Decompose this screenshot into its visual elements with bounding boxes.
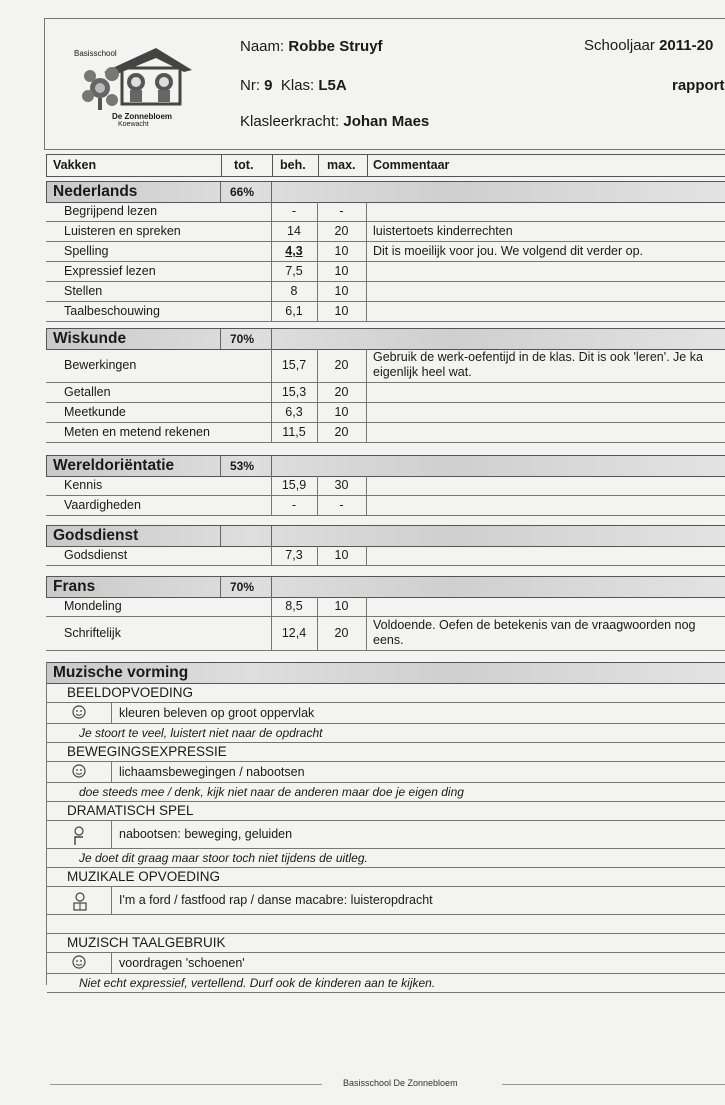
max-score: 10 [334, 244, 349, 258]
comment-text: luistertoets kinderrechten [373, 224, 513, 238]
table-row [46, 202, 725, 222]
muzisch-comment-row [47, 724, 725, 743]
muzisch-heading: BEELDOPVOEDING [67, 685, 194, 700]
comment-text: Gebruik de werk-oefentijd in de klas. Dit is ook 'leren'. Je ka [373, 350, 703, 364]
muzisch-comment: Je doet dit graag maar stoor toch niet tijdens de uitleg. [79, 851, 368, 865]
muzisch-heading-row [47, 934, 725, 953]
comment-text-line2: eigenlijk heel wat. [373, 365, 472, 379]
section-percentage: 70% [230, 332, 255, 346]
muzisch-comment-row [47, 974, 725, 993]
comment-text-line2: eens. [373, 633, 404, 647]
nr-klas-line [240, 77, 347, 94]
muzisch-heading-row [47, 743, 725, 762]
schooljaar-label: Schooljaar [584, 37, 655, 54]
muzisch-heading: MUZIKALE OPVOEDING [67, 869, 221, 884]
subject-label: Getallen [64, 385, 111, 399]
table-row [46, 476, 725, 496]
subject-label: Begrijpend lezen [64, 204, 158, 218]
beh-score: 12,4 [281, 626, 307, 640]
beh-score: 15,7 [281, 358, 307, 372]
muzisch-heading-row [47, 802, 725, 821]
beh-score: - [291, 204, 297, 218]
table-row [46, 546, 725, 566]
table-row [46, 302, 725, 322]
logo-top-label: Basisschool [74, 49, 117, 58]
figure-icon [71, 826, 87, 851]
section-percentage: 53% [230, 459, 255, 473]
comment-text: Dit is moeilijk voor jou. We volgend dit verder op. [373, 244, 644, 258]
subject-label: Schriftelijk [64, 626, 121, 640]
beh-score: 15,3 [281, 385, 307, 399]
subject-label: Meten en metend rekenen [64, 425, 210, 439]
section-percentage: 66% [230, 185, 255, 199]
school-logo [70, 42, 200, 134]
footer-text: Basisschool De Zonnebloem [343, 1078, 458, 1088]
muzisch-heading: BEWEGINGSEXPRESSIE [67, 744, 227, 759]
subject-label: Kennis [64, 478, 103, 492]
max-score: - [339, 204, 344, 218]
table-row [46, 403, 725, 423]
muzisch-heading-row [47, 868, 725, 887]
beh-score: 15,9 [281, 478, 307, 492]
subject-label: Meetkunde [64, 405, 126, 419]
klas-value: L5A [318, 77, 347, 94]
section-header-wereld [46, 455, 725, 477]
muzisch-comment: Niet echt expressief, vertellend. Durf ook de kinderen aan te kijken. [79, 976, 436, 990]
section-header-frans [46, 576, 725, 598]
table-row [46, 242, 725, 262]
max-score: 20 [334, 385, 349, 399]
table-row [46, 597, 725, 617]
rapport-label: rapport [672, 77, 725, 94]
beh-score: 14 [287, 224, 301, 238]
subject-label: Godsdienst [64, 548, 128, 562]
logo-house-icon [76, 44, 196, 110]
smiley-icon [71, 954, 87, 975]
max-score: 10 [334, 284, 349, 298]
muzisch-item-row [47, 953, 725, 974]
muzisch-item: nabootsen: beweging, geluiden [119, 827, 293, 841]
subject-label: Luisteren en spreken [64, 224, 181, 238]
muzisch-comment: doe steeds mee / denk, kijk niet naar de anderen maar doe je eigen ding [79, 785, 464, 799]
max-score: 20 [334, 224, 349, 238]
comment-text: Voldoende. Oefen de betekenis van de vraagwoorden nog [373, 618, 696, 632]
muzisch-section [46, 662, 725, 990]
subject-label: Taalbeschouwing [64, 304, 160, 318]
leerkracht-label: Klasleerkracht: [240, 113, 340, 130]
col-max: max. [327, 158, 356, 172]
schooljaar-value: 2011-20 [659, 37, 714, 54]
beh-score: 7,3 [285, 548, 303, 562]
section-title: Godsdienst [53, 527, 139, 544]
logo-name-line1: De Zonnebloem [112, 112, 173, 121]
muzisch-header [47, 662, 725, 684]
beh-score: 8 [290, 284, 298, 298]
footer-line-left [50, 1084, 322, 1085]
col-tot: tot. [234, 158, 254, 172]
muzisch-heading-row [47, 684, 725, 703]
naam-value: Robbe Struyf [288, 38, 383, 55]
max-score: 20 [334, 425, 349, 439]
max-score: 10 [334, 548, 349, 562]
beh-score: 4,3 [285, 244, 303, 258]
section-title: Wiskunde [53, 330, 127, 347]
logo-name-line2: Koewacht [118, 121, 149, 128]
subject-label: Stellen [64, 284, 103, 298]
subject-label: Vaardigheden [64, 498, 141, 512]
max-score: 30 [334, 478, 349, 492]
subject-label: Mondeling [64, 599, 122, 613]
beh-score: 7,5 [285, 264, 303, 278]
max-score: 10 [334, 304, 349, 318]
muzisch-item-row [47, 703, 725, 724]
subject-label: Spelling [64, 244, 109, 258]
table-row [46, 349, 725, 383]
nr-value: 9 [264, 77, 273, 94]
nr-label: Nr: [240, 77, 260, 94]
smiley-icon [71, 704, 87, 725]
muzisch-item: kleuren beleven op groot oppervlak [119, 705, 315, 720]
max-score: 20 [334, 358, 349, 372]
max-score: 20 [334, 626, 349, 640]
leerkracht-line [240, 113, 429, 130]
muzisch-item-row [47, 887, 725, 915]
muzisch-heading: MUZISCH TAALGEBRUIK [67, 935, 226, 950]
column-header-row [46, 154, 725, 177]
subject-label: Expressief lezen [64, 264, 156, 278]
table-row [46, 383, 725, 403]
naam-line [240, 38, 383, 55]
section-title: Frans [53, 578, 96, 595]
leerkracht-value: Johan Maes [343, 113, 430, 130]
klas-label: Klas: [280, 77, 315, 94]
table-row [46, 282, 725, 302]
max-score: - [339, 498, 344, 512]
table-row [46, 262, 725, 282]
music-figure-icon [71, 892, 89, 917]
beh-score: 11,5 [282, 425, 306, 439]
subject-label: Bewerkingen [64, 358, 137, 372]
table-row [46, 617, 725, 651]
table-row [46, 423, 725, 443]
schooljaar-line [584, 37, 713, 54]
col-beh: beh. [280, 158, 306, 172]
footer-line-right [502, 1084, 725, 1085]
col-vakken: Vakken [53, 158, 97, 172]
max-score: 10 [334, 264, 349, 278]
max-score: 10 [334, 599, 349, 613]
beh-score: - [291, 498, 297, 512]
muzisch-comment: Je stoort te veel, luistert niet naar de opdracht [79, 726, 323, 740]
muzisch-item: I'm a ford / fastfood rap / danse macabre: luisteropdracht [119, 893, 433, 907]
muzisch-item: voordragen 'schoenen' [119, 955, 245, 970]
muzisch-comment-row [47, 849, 725, 868]
beh-score: 6,3 [285, 405, 303, 419]
section-header-wiskunde [46, 328, 725, 350]
muzisch-heading: DRAMATISCH SPEL [67, 803, 194, 818]
smiley-icon [71, 763, 87, 784]
section-percentage: 70% [230, 580, 255, 594]
muzisch-comment-row [47, 915, 725, 934]
naam-label: Naam: [240, 38, 285, 55]
muzisch-title: Muzische vorming [53, 664, 189, 681]
section-header-gods [46, 525, 725, 547]
beh-score: 6,1 [285, 304, 303, 318]
muzisch-item: lichaamsbewegingen / nabootsen [119, 764, 305, 779]
muzisch-item-row [47, 762, 725, 783]
table-row [46, 496, 725, 516]
table-row [46, 222, 725, 242]
muzisch-comment-row [47, 783, 725, 802]
col-commentaar: Commentaar [373, 158, 450, 172]
section-title: Nederlands [53, 183, 138, 200]
section-header-nederlands [46, 181, 725, 203]
muzisch-item-row [47, 821, 725, 849]
max-score: 10 [334, 405, 349, 419]
section-title: Wereldoriëntatie [53, 457, 175, 474]
beh-score: 8,5 [285, 599, 303, 613]
